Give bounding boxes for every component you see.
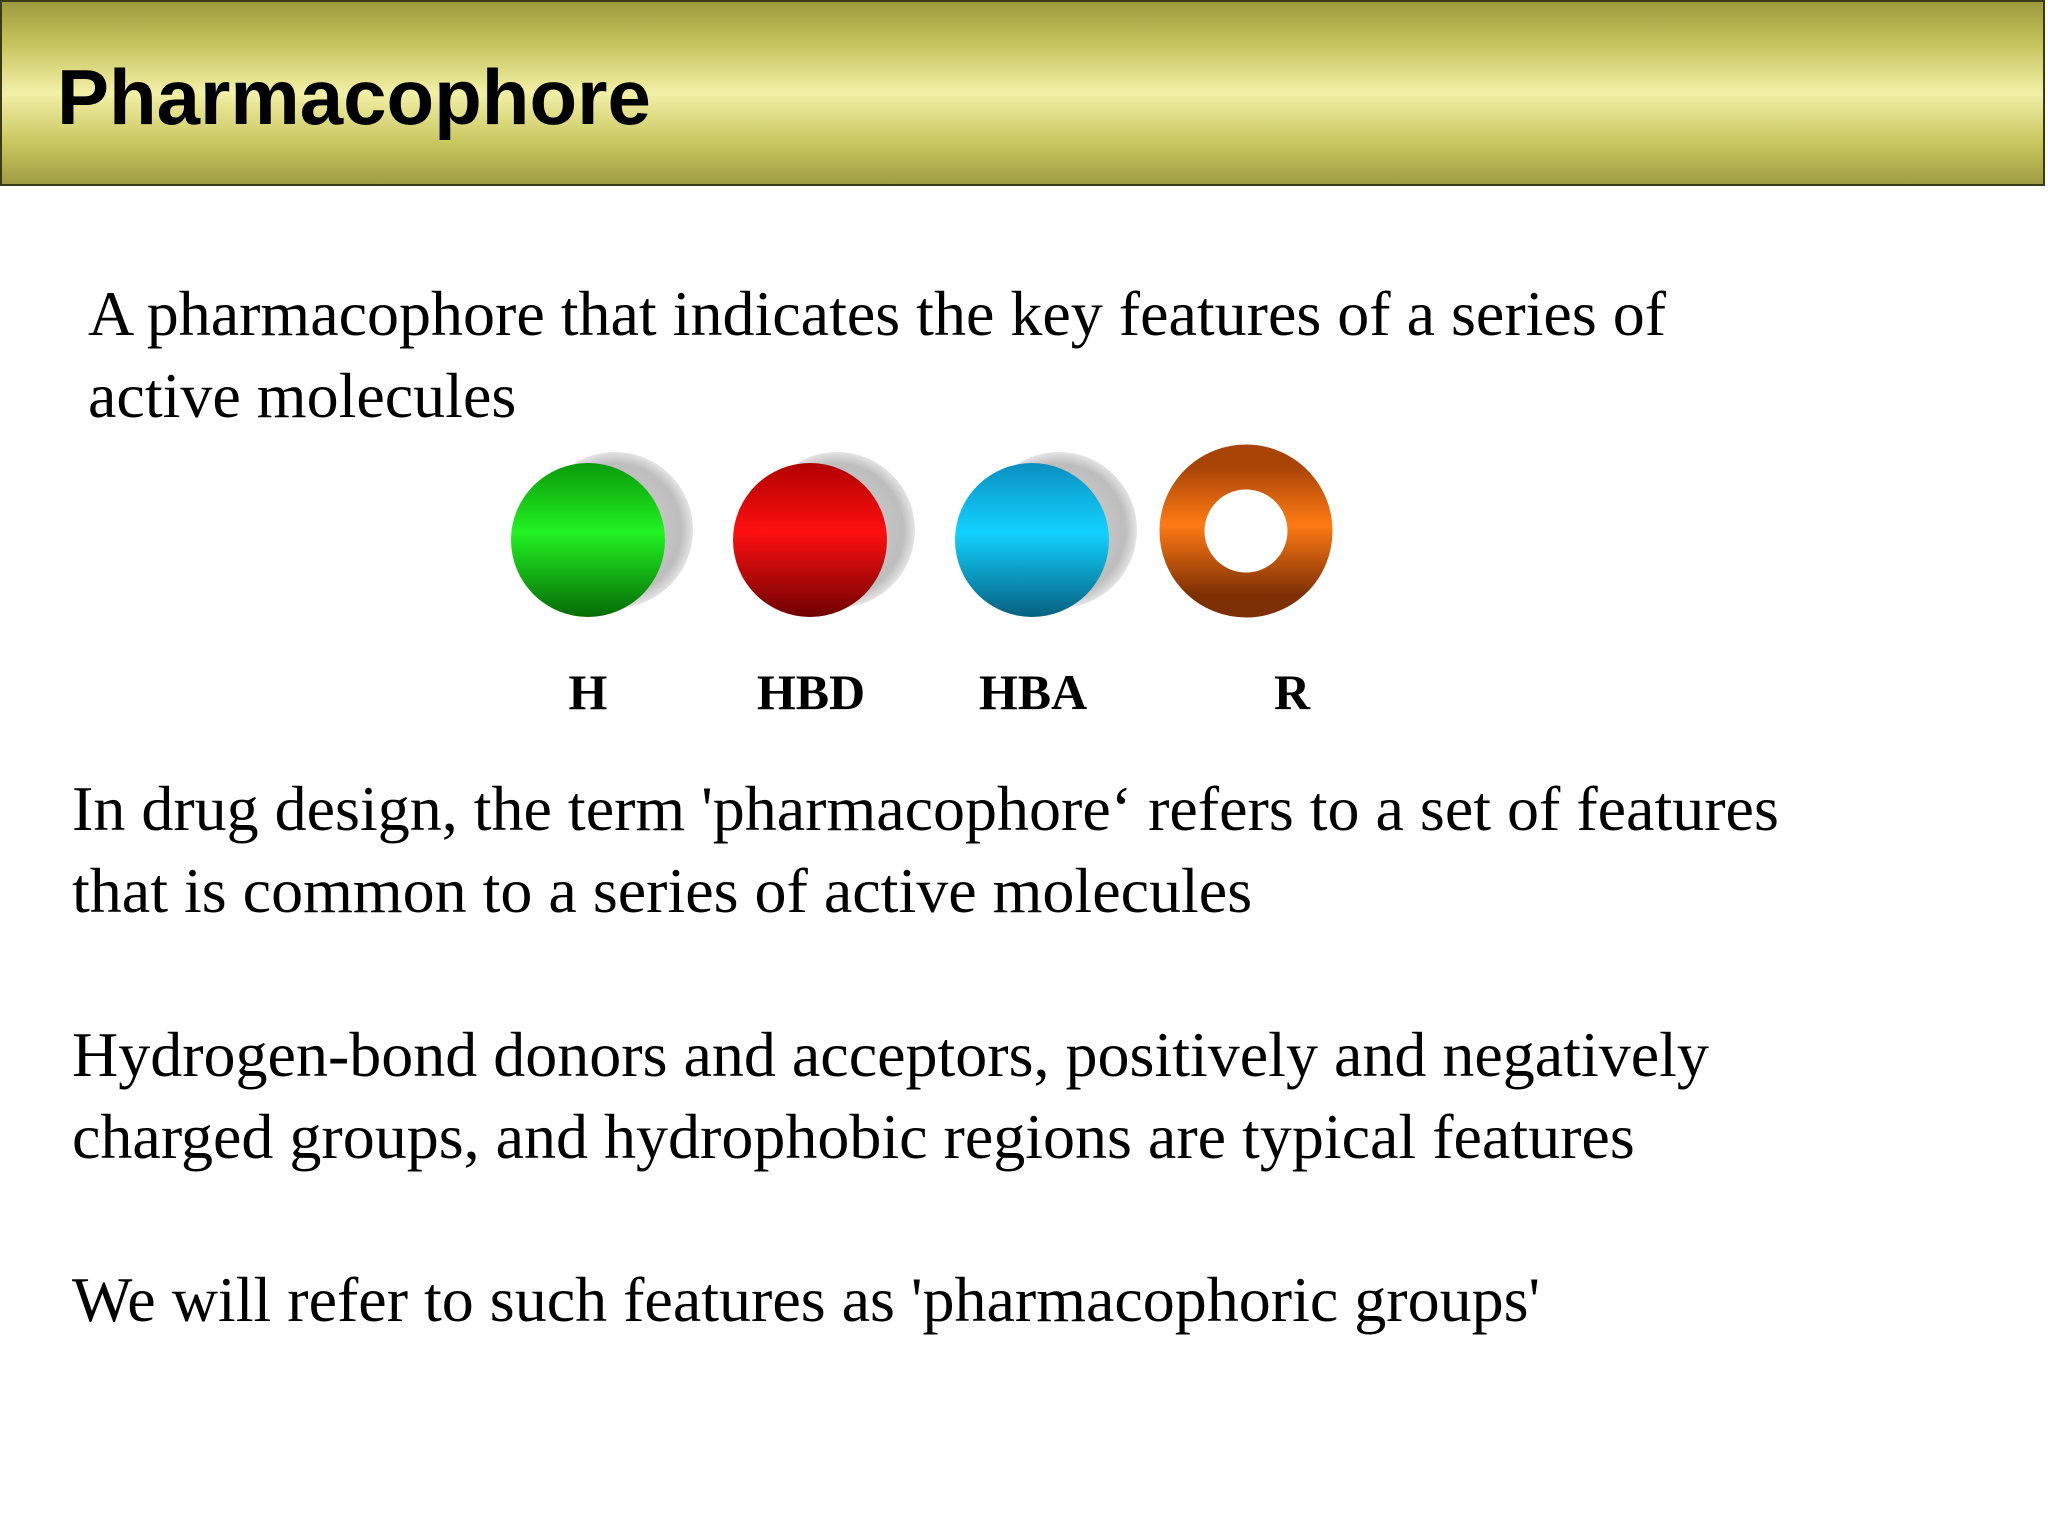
feature-icons [480, 430, 1400, 660]
feature-label-hba: HBA [978, 664, 1088, 720]
paragraph-pharmacophoric-groups [72, 1259, 1540, 1341]
intro-line-2: active molecules [88, 360, 517, 431]
feature-label-hbd: HBD [756, 664, 866, 720]
hydrophobic-sphere-icon [511, 452, 693, 617]
paragraph-line: that is common to a series of active molecules [72, 855, 1253, 926]
pharmacophore-features [480, 430, 1400, 730]
hydrogen-bond-donor-sphere-icon [733, 452, 915, 617]
feature-label-r: R [1273, 664, 1311, 720]
paragraph-definition [72, 768, 1779, 932]
paragraph-line: In drug design, the term 'pharmacophore‘ refers to a set of features [72, 773, 1779, 844]
paragraph-line: charged groups, and hydrophobic regions are typical features [72, 1101, 1635, 1172]
aromatic-ring-icon [1182, 467, 1310, 595]
paragraph-typical-features [72, 1014, 1709, 1178]
feature-label-h: H [568, 664, 608, 720]
intro-text [88, 273, 1666, 437]
paragraph-line: Hydrogen-bond donors and acceptors, positively and negatively [72, 1019, 1709, 1090]
title-bar [0, 0, 2045, 186]
paragraph-line: We will refer to such features as 'pharmacophoric groups' [72, 1264, 1541, 1335]
hydrogen-bond-acceptor-sphere-icon [955, 452, 1137, 617]
slide-title: Pharmacophore [57, 53, 651, 141]
intro-line-1: A pharmacophore that indicates the key features of a series of [88, 278, 1667, 349]
